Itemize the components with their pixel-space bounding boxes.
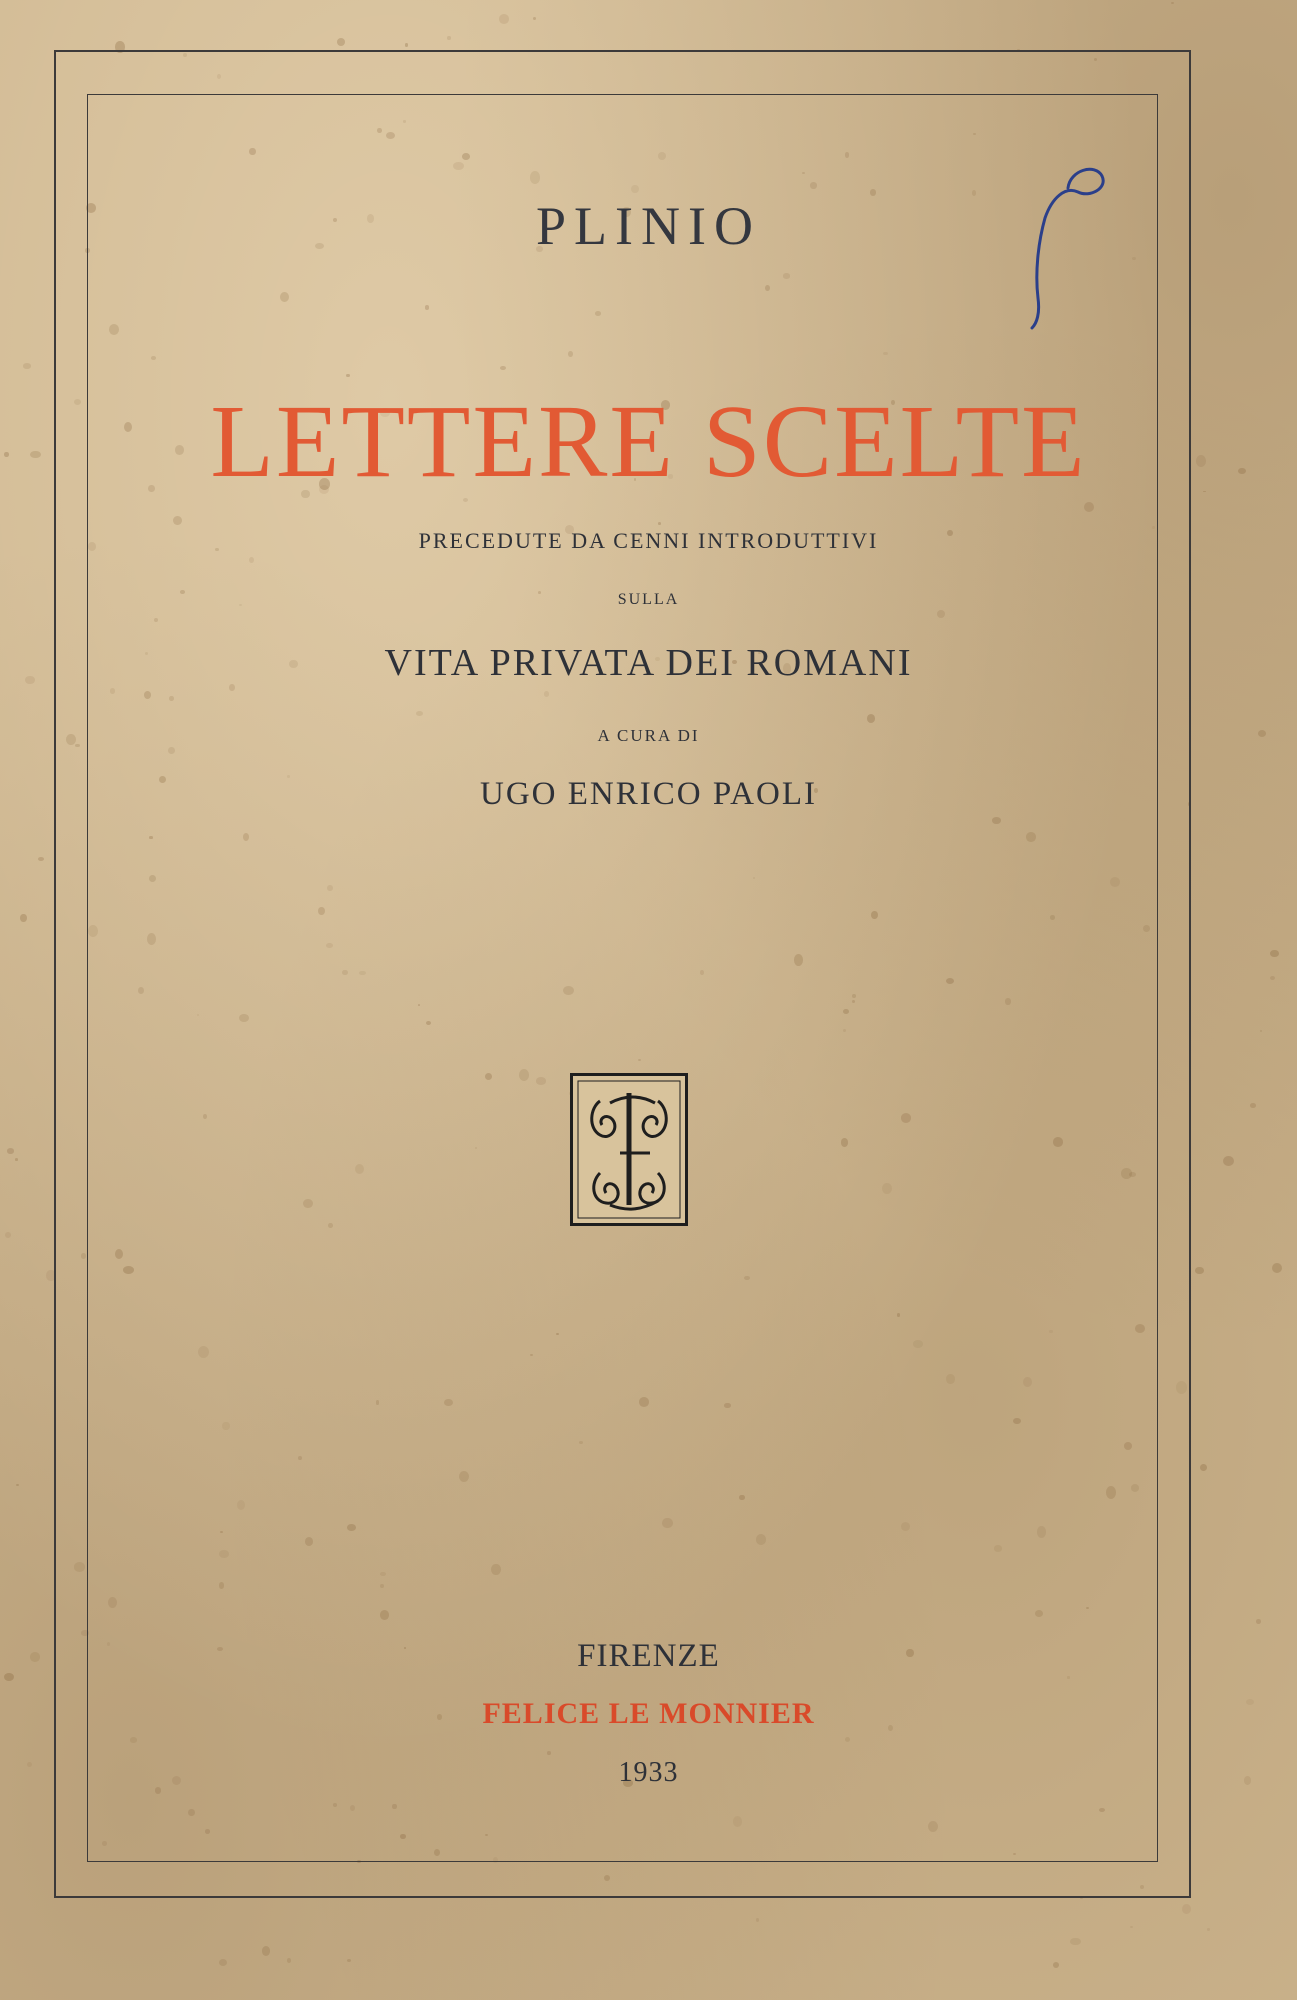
paper-speck <box>1270 950 1279 957</box>
inner-frame-border <box>87 94 1158 1862</box>
paper-speck <box>7 1148 15 1154</box>
paper-speck <box>1207 1928 1211 1931</box>
paper-speck <box>5 1232 11 1238</box>
paper-speck <box>1272 1263 1282 1274</box>
book-title: LETTERE SCELTE <box>210 384 1087 499</box>
paper-speck <box>1195 1267 1204 1274</box>
printer-monogram-icon <box>570 1073 688 1226</box>
paper-speck <box>1223 1156 1234 1166</box>
paper-speck <box>1070 1938 1080 1945</box>
paper-speck <box>1182 1904 1191 1915</box>
paper-speck <box>1260 1030 1262 1032</box>
paper-speck <box>337 38 345 46</box>
topic-title: VITA PRIVATA DEI ROMANI <box>384 642 913 684</box>
paper-speck <box>756 1918 759 1922</box>
paper-speck <box>447 36 450 40</box>
paper-speck <box>287 1958 291 1963</box>
paper-speck <box>1250 1103 1256 1107</box>
paper-speck <box>1200 1464 1207 1471</box>
paper-speck <box>1171 2 1173 4</box>
paper-speck <box>16 1484 19 1486</box>
paper-speck <box>1270 976 1275 980</box>
publication-city: FIRENZE <box>577 1638 720 1674</box>
paper-speck <box>20 914 27 923</box>
paper-speck <box>1053 1962 1059 1968</box>
paper-speck <box>219 1959 227 1966</box>
paper-speck <box>1130 1926 1133 1928</box>
publication-year: 1933 <box>618 1757 679 1788</box>
publisher-name: FELICE LE MONNIER <box>482 1697 815 1730</box>
editor-name: UGO ENRICO PAOLI <box>480 776 817 812</box>
paper-speck <box>499 14 509 23</box>
subtitle: PRECEDUTE DA CENNI INTRODUTTIVI <box>418 528 879 553</box>
paper-speck <box>38 857 44 861</box>
editor-prefix: A CURA DI <box>597 726 700 745</box>
paper-speck <box>15 1158 18 1161</box>
author-name: PLINIO <box>536 196 761 256</box>
paper-speck <box>262 1946 270 1956</box>
paper-speck <box>1256 1619 1261 1624</box>
paper-speck <box>405 43 409 47</box>
subtitle-connector: SULLA <box>617 591 680 608</box>
paper-speck <box>347 1959 351 1962</box>
paper-speck <box>23 363 31 369</box>
paper-speck <box>533 17 536 20</box>
